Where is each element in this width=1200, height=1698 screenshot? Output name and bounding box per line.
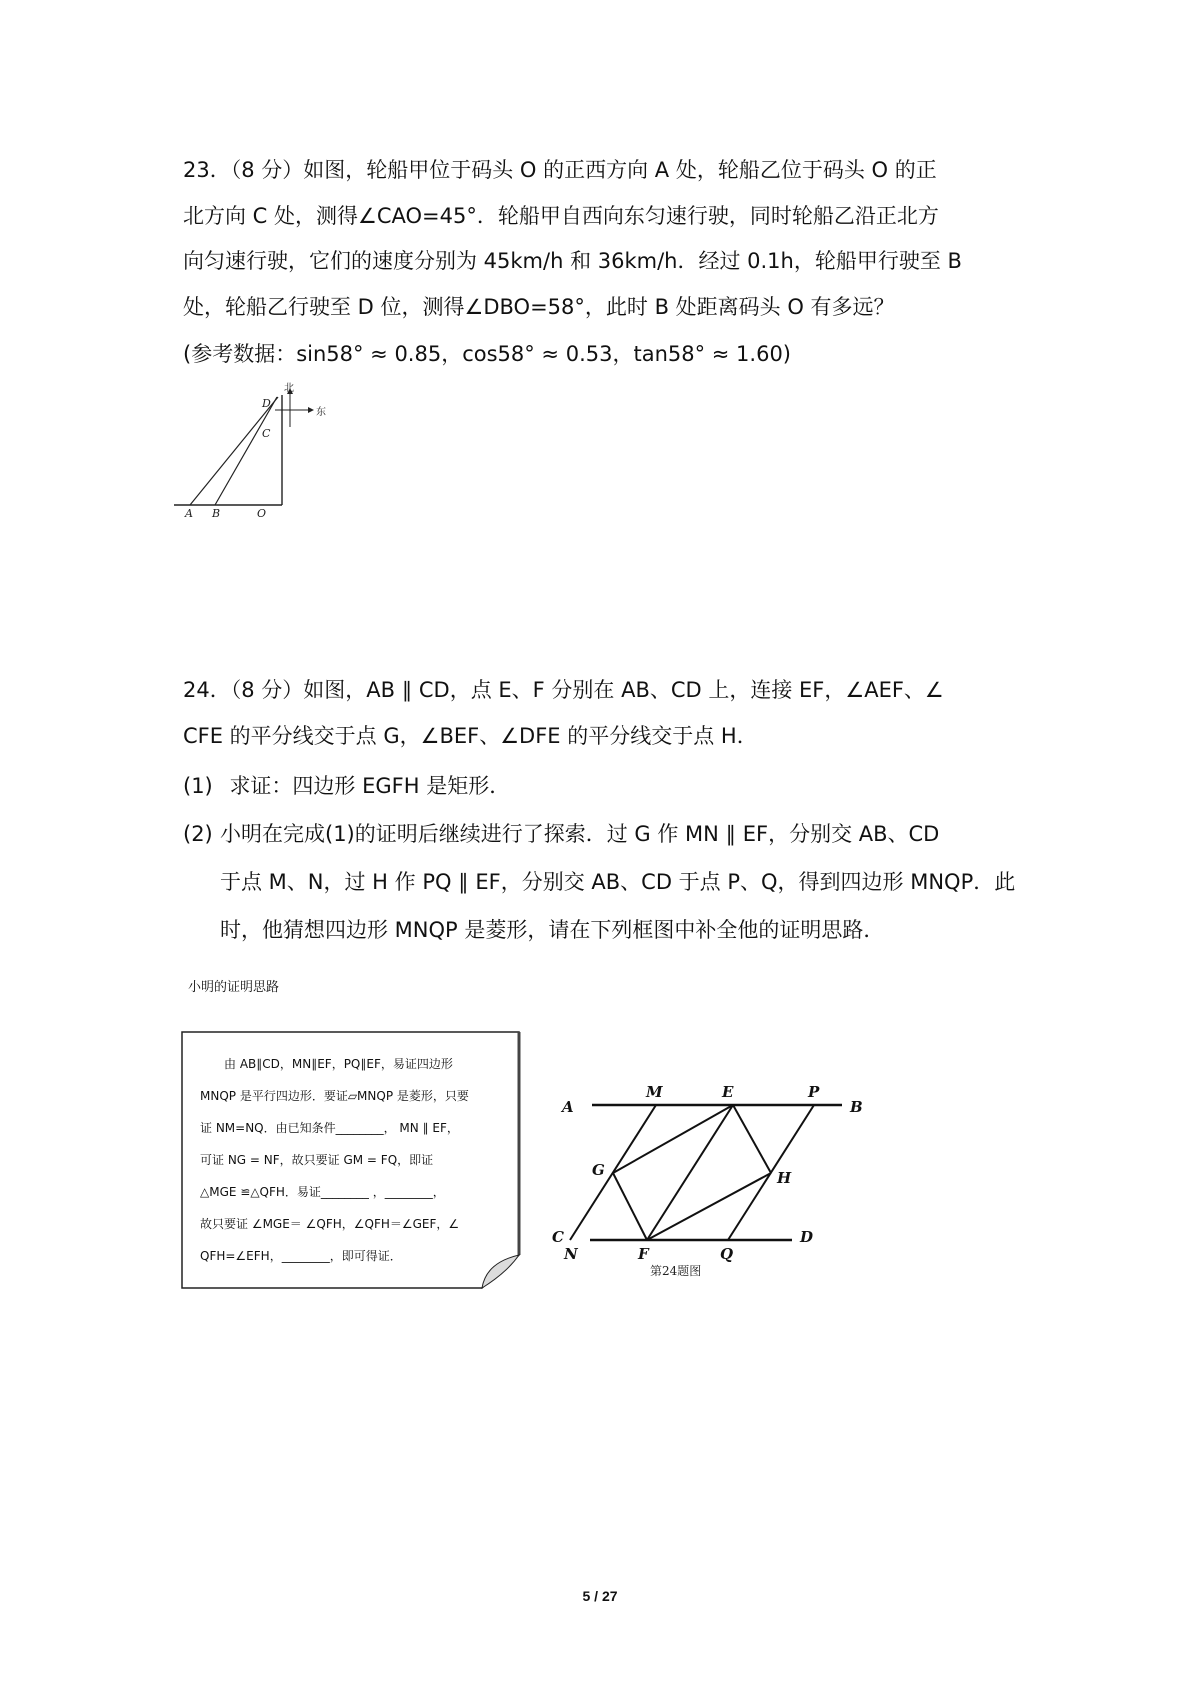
q23-figure	[170, 385, 360, 565]
q24-label-M: M	[646, 1083, 663, 1101]
proof-line: 可证 NG = NF，故只要证 GM = FQ，即证	[200, 1153, 434, 1167]
q23-line: 北方向 C 处，测得∠CAO=45°．轮船甲自西向东匀速行驶，同时轮船乙沿正北方	[183, 203, 939, 228]
q23-line-BD	[215, 397, 277, 505]
page-number: 5 / 27	[582, 1588, 618, 1604]
q24-label-A: A	[562, 1098, 574, 1116]
proof-line: MNQP 是平行四边形．要证▱MNQP 是菱形，只要	[200, 1089, 469, 1103]
q24-label-F: F	[638, 1245, 649, 1263]
line-EH	[733, 1105, 771, 1173]
q24-label-E: E	[722, 1083, 734, 1101]
q24-label-P: P	[808, 1083, 820, 1101]
q24-label-B: B	[850, 1098, 863, 1116]
q23-line: 向匀速行驶，它们的速度分别为 45km/h 和 36km/h．经过 0.1h，轮船甲行驶至 B	[183, 249, 962, 273]
proof-line: QFH=∠EFH，________，即可得证．	[200, 1249, 402, 1263]
q24-label-Q: Q	[720, 1245, 734, 1263]
q24-sub2-line: 于点 M、N，过 H 作 PQ ∥ EF，分别交 AB、CD 于点 P、Q，得到四边形 MNQP．此	[220, 870, 1016, 894]
q24-label-G: G	[592, 1161, 605, 1179]
proof-line: 由 AB∥CD，MN∥EF，PQ∥EF，易证四边形	[224, 1057, 453, 1071]
q24-sub1-number: (1)	[183, 774, 213, 798]
q24-sub2-line: 小明在完成(1)的证明后继续进行了探索．过 G 作 MN ∥ EF，分别交 AB、CD	[220, 822, 940, 846]
q23-label-O: O	[257, 507, 267, 520]
question-23-text	[183, 148, 1029, 330]
q23-label-B: B	[212, 507, 221, 520]
compass-east-arrow	[308, 407, 314, 413]
q24-subquestion-1	[183, 762, 510, 810]
q24-line: CFE 的平分线交于点 G，∠BEF、∠DFE 的平分线交于点 H．	[183, 723, 758, 748]
q23-reference-data: (参考数据：sin58° ≈ 0.85，cos58° ≈ 0.53，tan58° ≈ 1.60)	[183, 342, 791, 366]
line-EF	[647, 1105, 733, 1240]
q23-line: 处，轮船乙行驶至 D 位，测得∠DBO=58°，此时 B 处距离码头 O 有多远？	[183, 294, 895, 319]
q23-line: 23．（8 分）如图，轮船甲位于码头 O 的正西方向 A 处，轮船乙位于码头 O 的正	[183, 158, 937, 182]
q23-label-A: A	[185, 507, 193, 520]
proof-line: △MGE ≌△QFH．易证________ ，________，	[200, 1185, 445, 1199]
question-24-text	[183, 668, 1029, 759]
q23-line-AD	[190, 397, 278, 505]
line-GF	[613, 1173, 647, 1240]
q24-label-N: N	[564, 1245, 578, 1263]
compass-north-label: 北	[284, 383, 294, 394]
compass-east-label: 东	[316, 407, 326, 418]
q24-sub2-number: (2)	[183, 822, 213, 846]
q24-label-H: H	[777, 1169, 792, 1187]
q24-line: 24．（8 分）如图，AB ∥ CD，点 E、F 分别在 AB、CD 上，连接 EF，∠AEF、∠	[183, 678, 944, 702]
q24-label-D: D	[800, 1228, 814, 1246]
proof-box-text	[200, 1048, 505, 1272]
proof-box-caption: 小明的证明思路	[188, 980, 280, 995]
line-HF	[647, 1173, 771, 1240]
q24-figure-caption: 第24题图	[650, 1264, 702, 1278]
proof-line: 证 NM=NQ．由已知条件________， MN ∥ EF，	[200, 1121, 459, 1135]
q24-label-C: C	[552, 1228, 564, 1246]
q24-figure	[552, 1075, 890, 1290]
q23-label-D: D	[262, 397, 271, 410]
proof-line: 故只要证 ∠MGE＝ ∠QFH，∠QFH＝∠GEF，∠	[200, 1217, 460, 1231]
q24-sub2-line: 时，他猜想四边形 MNQP 是菱形，请在下列框图中补全他的证明思路．	[220, 918, 885, 942]
line-EG	[613, 1105, 733, 1173]
q24-sub1-text: 求证：四边形 EGFH 是矩形．	[229, 774, 511, 798]
q23-label-C: C	[262, 427, 271, 440]
